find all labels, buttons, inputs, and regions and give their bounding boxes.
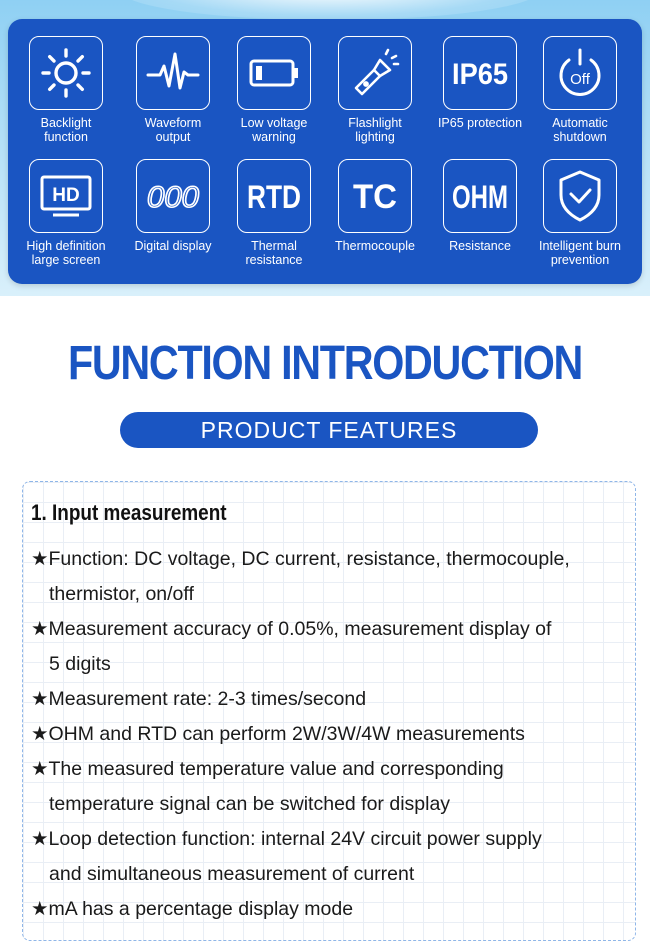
rtd-icon xyxy=(237,159,311,233)
spec-line: thermistor, on/off xyxy=(49,583,194,605)
spec-line: ★Measurement rate: 2-3 times/second xyxy=(31,688,367,710)
spec-line: 5 digits xyxy=(49,653,111,675)
svg-text:IP65: IP65 xyxy=(452,58,508,91)
feature-burn-prevention xyxy=(526,159,634,267)
hd-screen-icon xyxy=(29,159,103,233)
battery-low-icon xyxy=(237,36,311,110)
feature-label: Automatic shutdown xyxy=(552,116,608,144)
feature-low-voltage xyxy=(220,36,328,144)
feature-backlight xyxy=(12,36,120,144)
power-off-icon xyxy=(543,36,617,110)
section-title: FUNCTION INTRODUCTION xyxy=(67,337,583,390)
spec-line: ★The measured temperature value and corresponding xyxy=(31,758,504,780)
waveform-icon xyxy=(136,36,210,110)
flashlight-icon xyxy=(338,36,412,110)
tc-icon xyxy=(338,159,412,233)
feature-label: Thermal resistance xyxy=(245,239,303,267)
feature-auto-shutdown xyxy=(526,36,634,144)
feature-label: IP65 protection xyxy=(437,116,523,130)
spec-list xyxy=(31,542,631,927)
feature-label: High definition large screen xyxy=(26,239,106,267)
product-features-pill: PRODUCT FEATURES xyxy=(120,412,538,448)
feature-digital-display xyxy=(119,159,227,253)
feature-panel xyxy=(8,19,642,284)
svg-text:RTD: RTD xyxy=(247,179,301,215)
feature-label: Intelligent burn prevention xyxy=(538,239,621,267)
feature-label: Digital display xyxy=(134,239,212,253)
spec-line: ★Measurement accuracy of 0.05%, measurement display of xyxy=(31,618,552,640)
feature-waveform xyxy=(119,36,227,144)
shield-check-icon xyxy=(543,159,617,233)
digital-display-icon xyxy=(136,159,210,233)
feature-flashlight xyxy=(321,36,429,144)
spec-line: ★mA has a percentage display mode xyxy=(31,898,354,920)
feature-rtd xyxy=(220,159,328,267)
feature-band xyxy=(0,0,650,296)
feature-resistance xyxy=(426,159,534,253)
svg-text:Off: Off xyxy=(570,71,590,88)
spec-line: and simultaneous measurement of current xyxy=(49,863,415,885)
svg-text:OHM: OHM xyxy=(452,179,508,215)
spec-line: ★OHM and RTD can perform 2W/3W/4W measurements xyxy=(31,723,525,745)
feature-hd-screen xyxy=(12,159,120,267)
spec-heading: 1. Input measurement xyxy=(31,500,227,525)
feature-label: Backlight function xyxy=(40,116,92,144)
spec-line: temperature signal can be switched for display xyxy=(49,793,451,815)
spec-line: ★Loop detection function: internal 24V circuit power supply xyxy=(31,828,542,850)
ip65-icon xyxy=(443,36,517,110)
feature-label: Thermocouple xyxy=(335,239,415,253)
feature-label: Resistance xyxy=(449,239,511,253)
ohm-icon xyxy=(443,159,517,233)
sun-icon xyxy=(29,36,103,110)
feature-label: Flashlight lighting xyxy=(348,116,402,144)
device-glow xyxy=(120,0,540,20)
svg-text:000: 000 xyxy=(147,181,200,214)
feature-ip65 xyxy=(426,36,534,130)
feature-label: Low voltage warning xyxy=(240,116,308,144)
spec-card xyxy=(22,481,636,941)
feature-label: Waveform output xyxy=(144,116,202,144)
spec-line: ★Function: DC voltage, DC current, resistance, thermocouple, xyxy=(31,548,570,570)
svg-text:HD: HD xyxy=(52,185,80,206)
feature-thermocouple xyxy=(321,159,429,253)
svg-text:TC: TC xyxy=(353,178,397,216)
